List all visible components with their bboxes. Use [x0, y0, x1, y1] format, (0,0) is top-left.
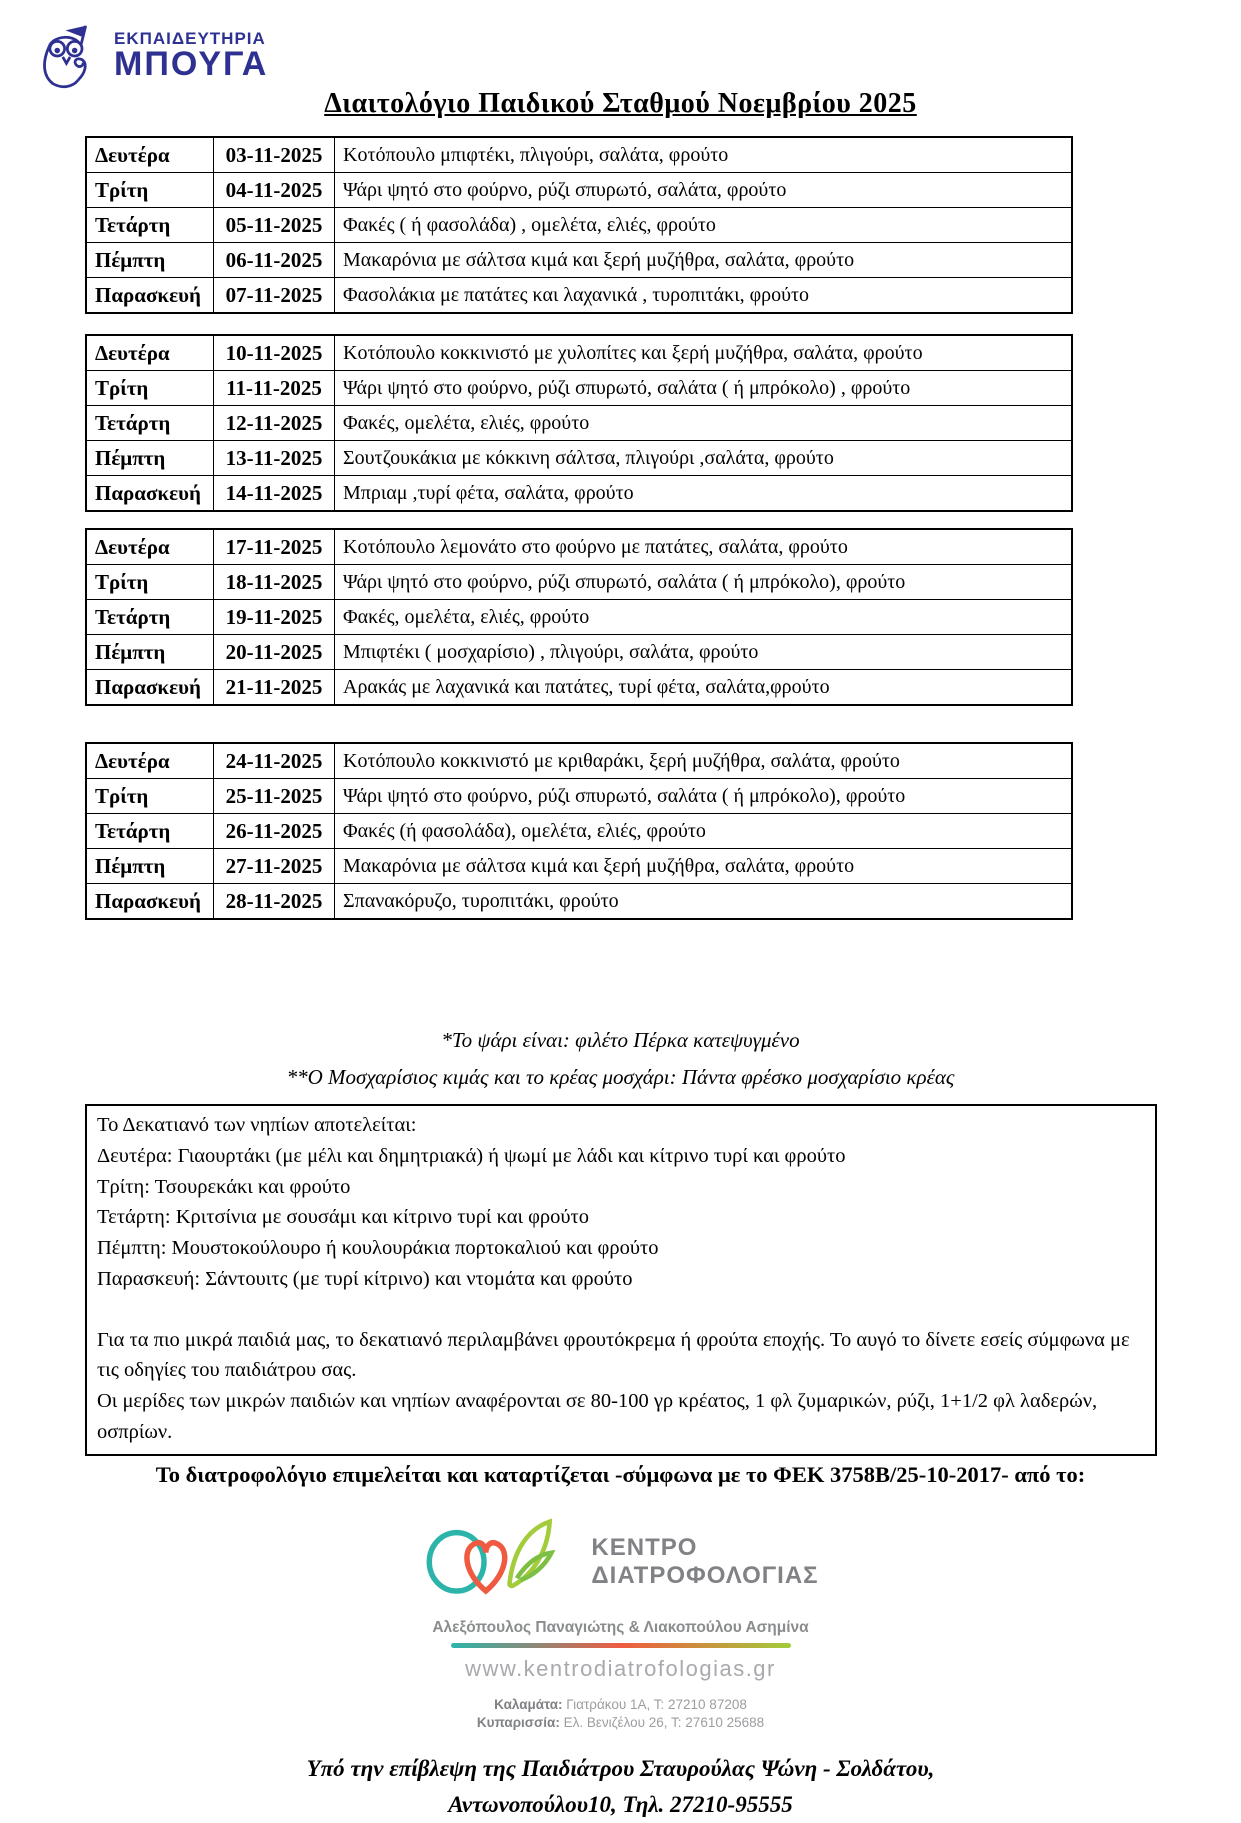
snack-paragraph-portions: Οι μερίδες των μικρών παιδιών και νηπίων αναφέρονται σε 80-100 γρ κρέατος, 1 φλ ζυμαρικών, ρύζι, 1+1/2 φλ λαδερών, οσπρίων.: [97, 1390, 1098, 1443]
date-cell: 03-11-2025: [214, 137, 335, 173]
gradient-divider: [451, 1643, 791, 1648]
meal-cell: Φασολάκια με πατάτες και λαχανικά , τυροπιτάκι, φρούτο: [335, 278, 1073, 314]
day-cell: Δευτέρα: [86, 529, 214, 565]
nutrition-center-name-line2: ΔΙΑΤΡΟΦΟΛΟΓΙΑΣ: [591, 1562, 819, 1589]
table-row: [86, 406, 1072, 441]
day-cell: Τετάρτη: [86, 600, 214, 635]
day-cell: Τρίτη: [86, 779, 214, 814]
supervision-line2: Αντωνοπούλου10, Τηλ. 27210-95555: [448, 1791, 793, 1817]
snack-thursday: Πέμπτη: Μουστοκούλουρο ή κουλουράκια πορτοκαλιού και φρούτο: [97, 1237, 659, 1259]
table-row: [86, 137, 1072, 173]
meal-cell: Κοτόπουλο λεμονάτο στο φούρνο με πατάτες, σαλάτα, φρούτο: [335, 529, 1073, 565]
table-row: [86, 884, 1072, 920]
date-cell: 27-11-2025: [214, 849, 335, 884]
day-cell: Δευτέρα: [86, 335, 214, 371]
address-kyparissia-value: Ελ. Βενιζέλου 26, Τ: 27610 25688: [559, 1715, 765, 1731]
meal-cell: Μακαρόνια με σάλτσα κιμά και ξερή μυζήθρα, σαλάτα, φρούτο: [335, 243, 1073, 278]
table-row: [86, 565, 1072, 600]
table-row: [86, 243, 1072, 278]
date-cell: 05-11-2025: [214, 208, 335, 243]
date-cell: 19-11-2025: [214, 600, 335, 635]
table-row: [86, 371, 1072, 406]
meal-cell: Ψάρι ψητό στο φούρνο, ρύζι σπυρωτό, σαλάτα ( ή μπρόκολο), φρούτο: [335, 779, 1073, 814]
date-cell: 04-11-2025: [214, 173, 335, 208]
meal-cell: Μακαρόνια με σάλτσα κιμά και ξερή μυζήθρα, σαλάτα, φρούτο: [335, 849, 1073, 884]
address-kyparissia-label: Κυπαρισσία:: [476, 1715, 560, 1731]
school-name-line2: ΜΠΟΥΓΑ: [114, 45, 269, 84]
date-cell: 10-11-2025: [214, 335, 335, 371]
meal-cell: Φακές (ή φασολάδα), ομελέτα, ελιές, φρούτο: [335, 814, 1073, 849]
day-cell: Πέμπτη: [86, 635, 214, 670]
table-row: [86, 670, 1072, 706]
snack-paragraph-small-children: Για τα πιο μικρά παιδιά μας, το δεκατιανό περιλαμβάνει φρουτόκρεμα ή φρούτα εποχής. Το αυγό το δίνετε εσείς σύμφωνα με τις οδηγίες του παιδιάτρου σας.: [97, 1328, 1130, 1382]
nutrition-center-owners: Αλεξόπουλος Παναγιώτης & Λιακοπούλου Ασημίνα: [432, 1618, 809, 1636]
date-cell: 25-11-2025: [214, 779, 335, 814]
meal-cell: Φακές ( ή φασολάδα) , ομελέτα, ελιές, φρούτο: [335, 208, 1073, 243]
table-row: [86, 743, 1072, 779]
meal-cell: Μπιφτέκι ( μοσχαρίσιο) , πλιγούρι, σαλάτα, φρούτο: [335, 635, 1073, 670]
date-cell: 28-11-2025: [214, 884, 335, 920]
date-cell: 26-11-2025: [214, 814, 335, 849]
date-cell: 14-11-2025: [214, 476, 335, 512]
supervision-line1: Υπό την επίβλεψη της Παιδιάτρου Σταυρούλας Ψώνη - Σολδάτου,: [306, 1756, 935, 1782]
date-cell: 12-11-2025: [214, 406, 335, 441]
meal-cell: Ψάρι ψητό στο φούρνο, ρύζι σπυρωτό, σαλάτα ( ή μπρόκολο) , φρούτο: [335, 371, 1073, 406]
menu-week-2-table: [85, 334, 1073, 512]
day-cell: Τετάρτη: [86, 406, 214, 441]
day-cell: Πέμπτη: [86, 441, 214, 476]
day-cell: Τετάρτη: [86, 208, 214, 243]
table-row: [86, 476, 1072, 512]
menu-week-1-table: [85, 136, 1073, 314]
day-cell: Τρίτη: [86, 173, 214, 208]
page-title: Διαιτολόγιο Παιδικού Σταθμού Νοεμβρίου 2025: [324, 88, 917, 119]
date-cell: 07-11-2025: [214, 278, 335, 314]
school-name-line1: ΕΚΠΑΙΔΕΥΤΗΡΙΑ: [114, 29, 266, 48]
table-row: [86, 208, 1072, 243]
nutrition-center-block: [0, 1514, 1241, 1734]
table-row: [86, 441, 1072, 476]
day-cell: Δευτέρα: [86, 137, 214, 173]
nutrition-center-website: www.kentrodiatrofologias.gr: [465, 1655, 776, 1681]
address-kyparissia: [0, 1714, 1241, 1733]
snack-tuesday: Τρίτη: Τσουρεκάκι και φρούτο: [97, 1175, 351, 1198]
date-cell: 20-11-2025: [214, 635, 335, 670]
heart-leaf-icon: [422, 1514, 577, 1611]
table-row: [86, 600, 1072, 635]
day-cell: Τετάρτη: [86, 814, 214, 849]
table-row: [86, 173, 1072, 208]
address-kalamata-value: Γιατράκου 1Α, Τ: 27210 87208: [562, 1696, 747, 1712]
date-cell: 21-11-2025: [214, 670, 335, 706]
table-row: [86, 529, 1072, 565]
meal-cell: Φακές, ομελέτα, ελιές, φρούτο: [335, 600, 1073, 635]
day-cell: Δευτέρα: [86, 743, 214, 779]
table-row: [86, 779, 1072, 814]
meal-cell: Μπριαμ ,τυρί φέτα, σαλάτα, φρούτο: [335, 476, 1073, 512]
beef-note: **Ο Μοσχαρίσιος κιμάς και το κρέας μοσχάρι: Πάντα φρέσκο μοσχαρίσιο κρέας: [286, 1065, 955, 1089]
day-cell: Παρασκευή: [86, 670, 214, 706]
table-row: [86, 814, 1072, 849]
school-logo: [38, 22, 268, 90]
table-row: [86, 849, 1072, 884]
meal-cell: Αρακάς με λαχανικά και πατάτες, τυρί φέτα, σαλάτα,φρούτο: [335, 670, 1073, 706]
snack-intro: Το Δεκατιανό των νηπίων αποτελείται:: [97, 1114, 417, 1136]
date-cell: 13-11-2025: [214, 441, 335, 476]
day-cell: Παρασκευή: [86, 476, 214, 512]
date-cell: 24-11-2025: [214, 743, 335, 779]
meal-cell: Κοτόπουλο κοκκινιστό με κριθαράκι, ξερή μυζήθρα, σαλάτα, φρούτο: [335, 743, 1073, 779]
table-row: [86, 335, 1072, 371]
meal-cell: Ψάρι ψητό στο φούρνο, ρύζι σπυρωτό, σαλάτα ( ή μπρόκολο), φρούτο: [335, 565, 1073, 600]
address-kalamata-label: Καλαμάτα:: [494, 1696, 563, 1712]
day-cell: Παρασκευή: [86, 884, 214, 920]
meal-cell: Κοτόπουλο κοκκινιστό με χυλοπίτες και ξερή μυζήθρα, σαλάτα, φρούτο: [335, 335, 1073, 371]
meal-cell: Κοτόπουλο μπιφτέκι, πλιγούρι, σαλάτα, φρούτο: [335, 137, 1073, 173]
menu-week-3-table: [85, 528, 1073, 706]
snack-wednesday: Τετάρτη: Κριτσίνια με σουσάμι και κίτρινο τυρί και φρούτο: [97, 1206, 590, 1229]
snack-info-box: [85, 1104, 1157, 1456]
address-kalamata: [0, 1696, 1241, 1715]
owl-icon: [38, 22, 104, 90]
fek-statement: Το διατροφολόγιο επιμελείται και καταρτίζεται -σύμφωνα με το ΦΕΚ 3758Β/25-10-2017- από το:: [155, 1461, 1086, 1487]
meal-cell: Σουτζουκάκια με κόκκινη σάλτσα, πλιγούρι ,σαλάτα, φρούτο: [335, 441, 1073, 476]
day-cell: Παρασκευή: [86, 278, 214, 314]
date-cell: 18-11-2025: [214, 565, 335, 600]
snack-monday: Δευτέρα: Γιαουρτάκι (με μέλι και δημητριακά) ή ψωμί με λάδι και κίτρινο τυρί και φρούτο: [97, 1144, 846, 1167]
meal-cell: Φακές, ομελέτα, ελιές, φρούτο: [335, 406, 1073, 441]
table-row: [86, 278, 1072, 314]
pediatrician-supervision-note: [0, 1751, 1241, 1822]
menu-week-4-table: [85, 742, 1073, 920]
table-row: [86, 635, 1072, 670]
meal-cell: Σπανακόρυζο, τυροπιτάκι, φρούτο: [335, 884, 1073, 920]
spacer: [97, 1295, 1145, 1325]
day-cell: Πέμπτη: [86, 849, 214, 884]
date-cell: 17-11-2025: [214, 529, 335, 565]
day-cell: Τρίτη: [86, 565, 214, 600]
date-cell: 06-11-2025: [214, 243, 335, 278]
nutrition-center-name-line1: ΚΕΝΤΡΟ: [591, 1534, 698, 1562]
date-cell: 11-11-2025: [214, 371, 335, 406]
meal-cell: Ψάρι ψητό στο φούρνο, ρύζι σπυρωτό, σαλάτα, φρούτο: [335, 173, 1073, 208]
day-cell: Τρίτη: [86, 371, 214, 406]
snack-friday: Παρασκευή: Σάντουιτς (με τυρί κίτρινο) και ντομάτα και φρούτο: [97, 1267, 633, 1290]
fish-note: *Το ψάρι είναι: φιλέτο Πέρκα κατεψυγμένο: [441, 1028, 800, 1052]
day-cell: Πέμπτη: [86, 243, 214, 278]
